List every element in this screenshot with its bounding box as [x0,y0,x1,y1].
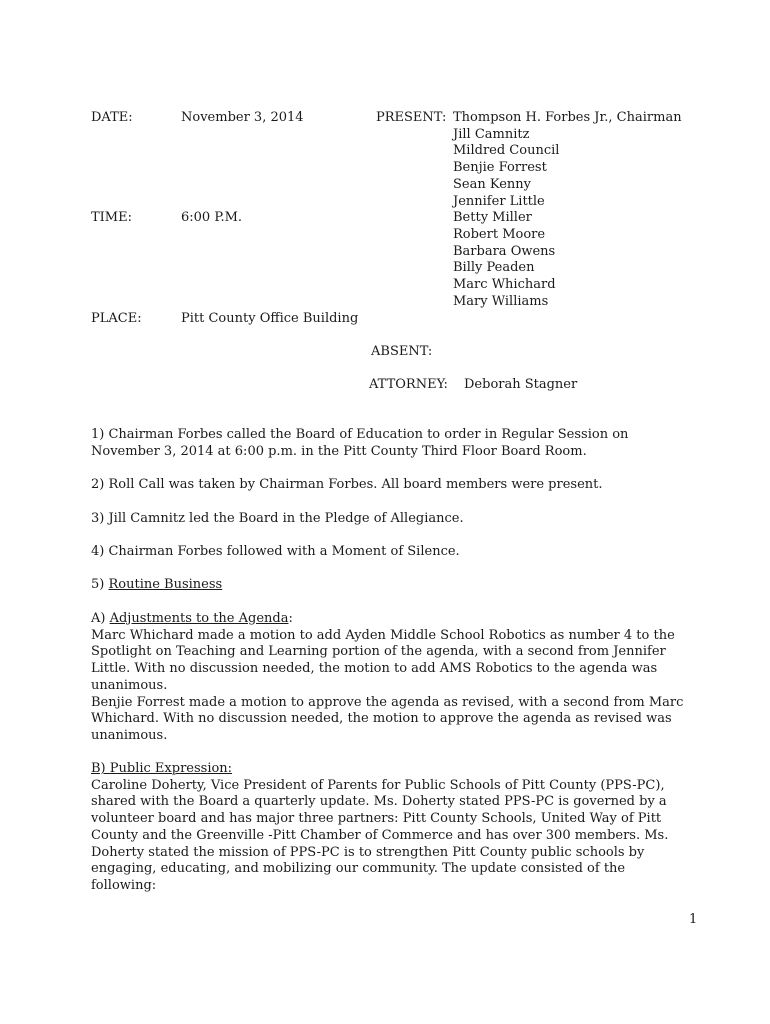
section-a-prefix: A) [91,611,110,626]
attorney-label: ATTORNEY: [369,377,448,392]
section-b-line: Caroline Doherty, Vice President of Parents for Public Schools of Pitt County (PPS-PC), [91,777,665,793]
item-2-paragraph [91,477,711,494]
present-member: Betty Miller [453,210,532,226]
place-label: PLACE: [91,311,142,326]
present-member: Jennifer Little [453,193,545,209]
page-number: 1 [689,912,698,927]
item-4-line: 4) Chairman Forbes followed with a Moment of Silence. [91,544,460,559]
present-list [453,110,682,310]
section-a-line: Spotlight on Teaching and Learning portion of the agenda, with a second from Jennifer [91,644,666,660]
present-member: Marc Whichard [453,277,556,293]
place-value: Pitt County Office Building [181,311,359,326]
section-a-suffix: : [288,611,293,626]
present-member: Mary Williams [453,293,549,309]
item-5-prefix: 5) [91,577,109,592]
section-a-line: unanimous. [91,727,168,743]
section-b-line: Doherty stated the mission of PPS-PC is to strengthen Pitt County public schools by [91,844,645,860]
item-1-line: November 3, 2014 at 6:00 p.m. in the Pitt County Third Floor Board Room. [91,443,587,459]
section-b [91,761,711,895]
section-a-line: Little. With no discussion needed, the motion to add AMS Robotics to the agenda was [91,661,658,677]
present-member: Sean Kenny [453,176,531,192]
item-5-heading [91,577,711,594]
date-label: DATE: [91,110,133,125]
section-a-line: Whichard. With no discussion needed, the motion to approve the agenda as revised was [91,711,672,727]
section-b-line: County and the Greenville -Pitt Chamber of Commerce and has over 300 members. Ms. [91,827,669,843]
item-3-paragraph [91,511,711,528]
routine-business-heading: Routine Business [108,577,223,592]
present-member: Billy Peaden [453,260,535,276]
section-b-line: following: [91,877,157,893]
item-1-line: 1) Chairman Forbes called the Board of Education to order in Regular Session on [91,427,629,442]
section-a-line: unanimous. [91,677,168,693]
present-member: Barbara Owens [453,243,556,259]
section-b-line: engaging, educating, and mobilizing our community. The update consisted of the [91,861,626,877]
present-label: PRESENT: [376,110,447,125]
item-2-line: 2) Roll Call was taken by Chairman Forbes. All board members were present. [91,477,603,492]
absent-label: ABSENT: [371,344,433,359]
time-value: 6:00 P.M. [181,210,243,225]
item-1-paragraph [91,427,711,460]
time-label: TIME: [91,210,132,225]
date-value: November 3, 2014 [181,110,304,125]
section-a-line: Benjie Forrest made a motion to approve the agenda as revised, with a second from Marc [91,694,684,710]
section-b-line: volunteer board and has major three partners: Pitt County Schools, United Way of Pitt [91,811,662,827]
section-a [91,611,711,745]
adjustments-heading: Adjustments to the Agenda [109,611,289,626]
present-member: Jill Camnitz [453,126,530,142]
item-3-line: 3) Jill Camnitz led the Board in the Pledge of Allegiance. [91,511,464,526]
item-4-paragraph [91,544,711,561]
present-member: Thompson H. Forbes Jr., Chairman [453,110,682,125]
present-member: Mildred Council [453,143,560,159]
present-member: Robert Moore [453,226,546,242]
public-expression-heading: B) Public Expression: [91,761,233,776]
attorney-value: Deborah Stagner [464,377,578,392]
section-b-line: shared with the Board a quarterly update. Ms. Doherty stated PPS-PC is governed by a [91,794,667,810]
section-a-line: Marc Whichard made a motion to add Ayden Middle School Robotics as number 4 to the [91,627,675,643]
present-member: Benjie Forrest [453,160,547,176]
